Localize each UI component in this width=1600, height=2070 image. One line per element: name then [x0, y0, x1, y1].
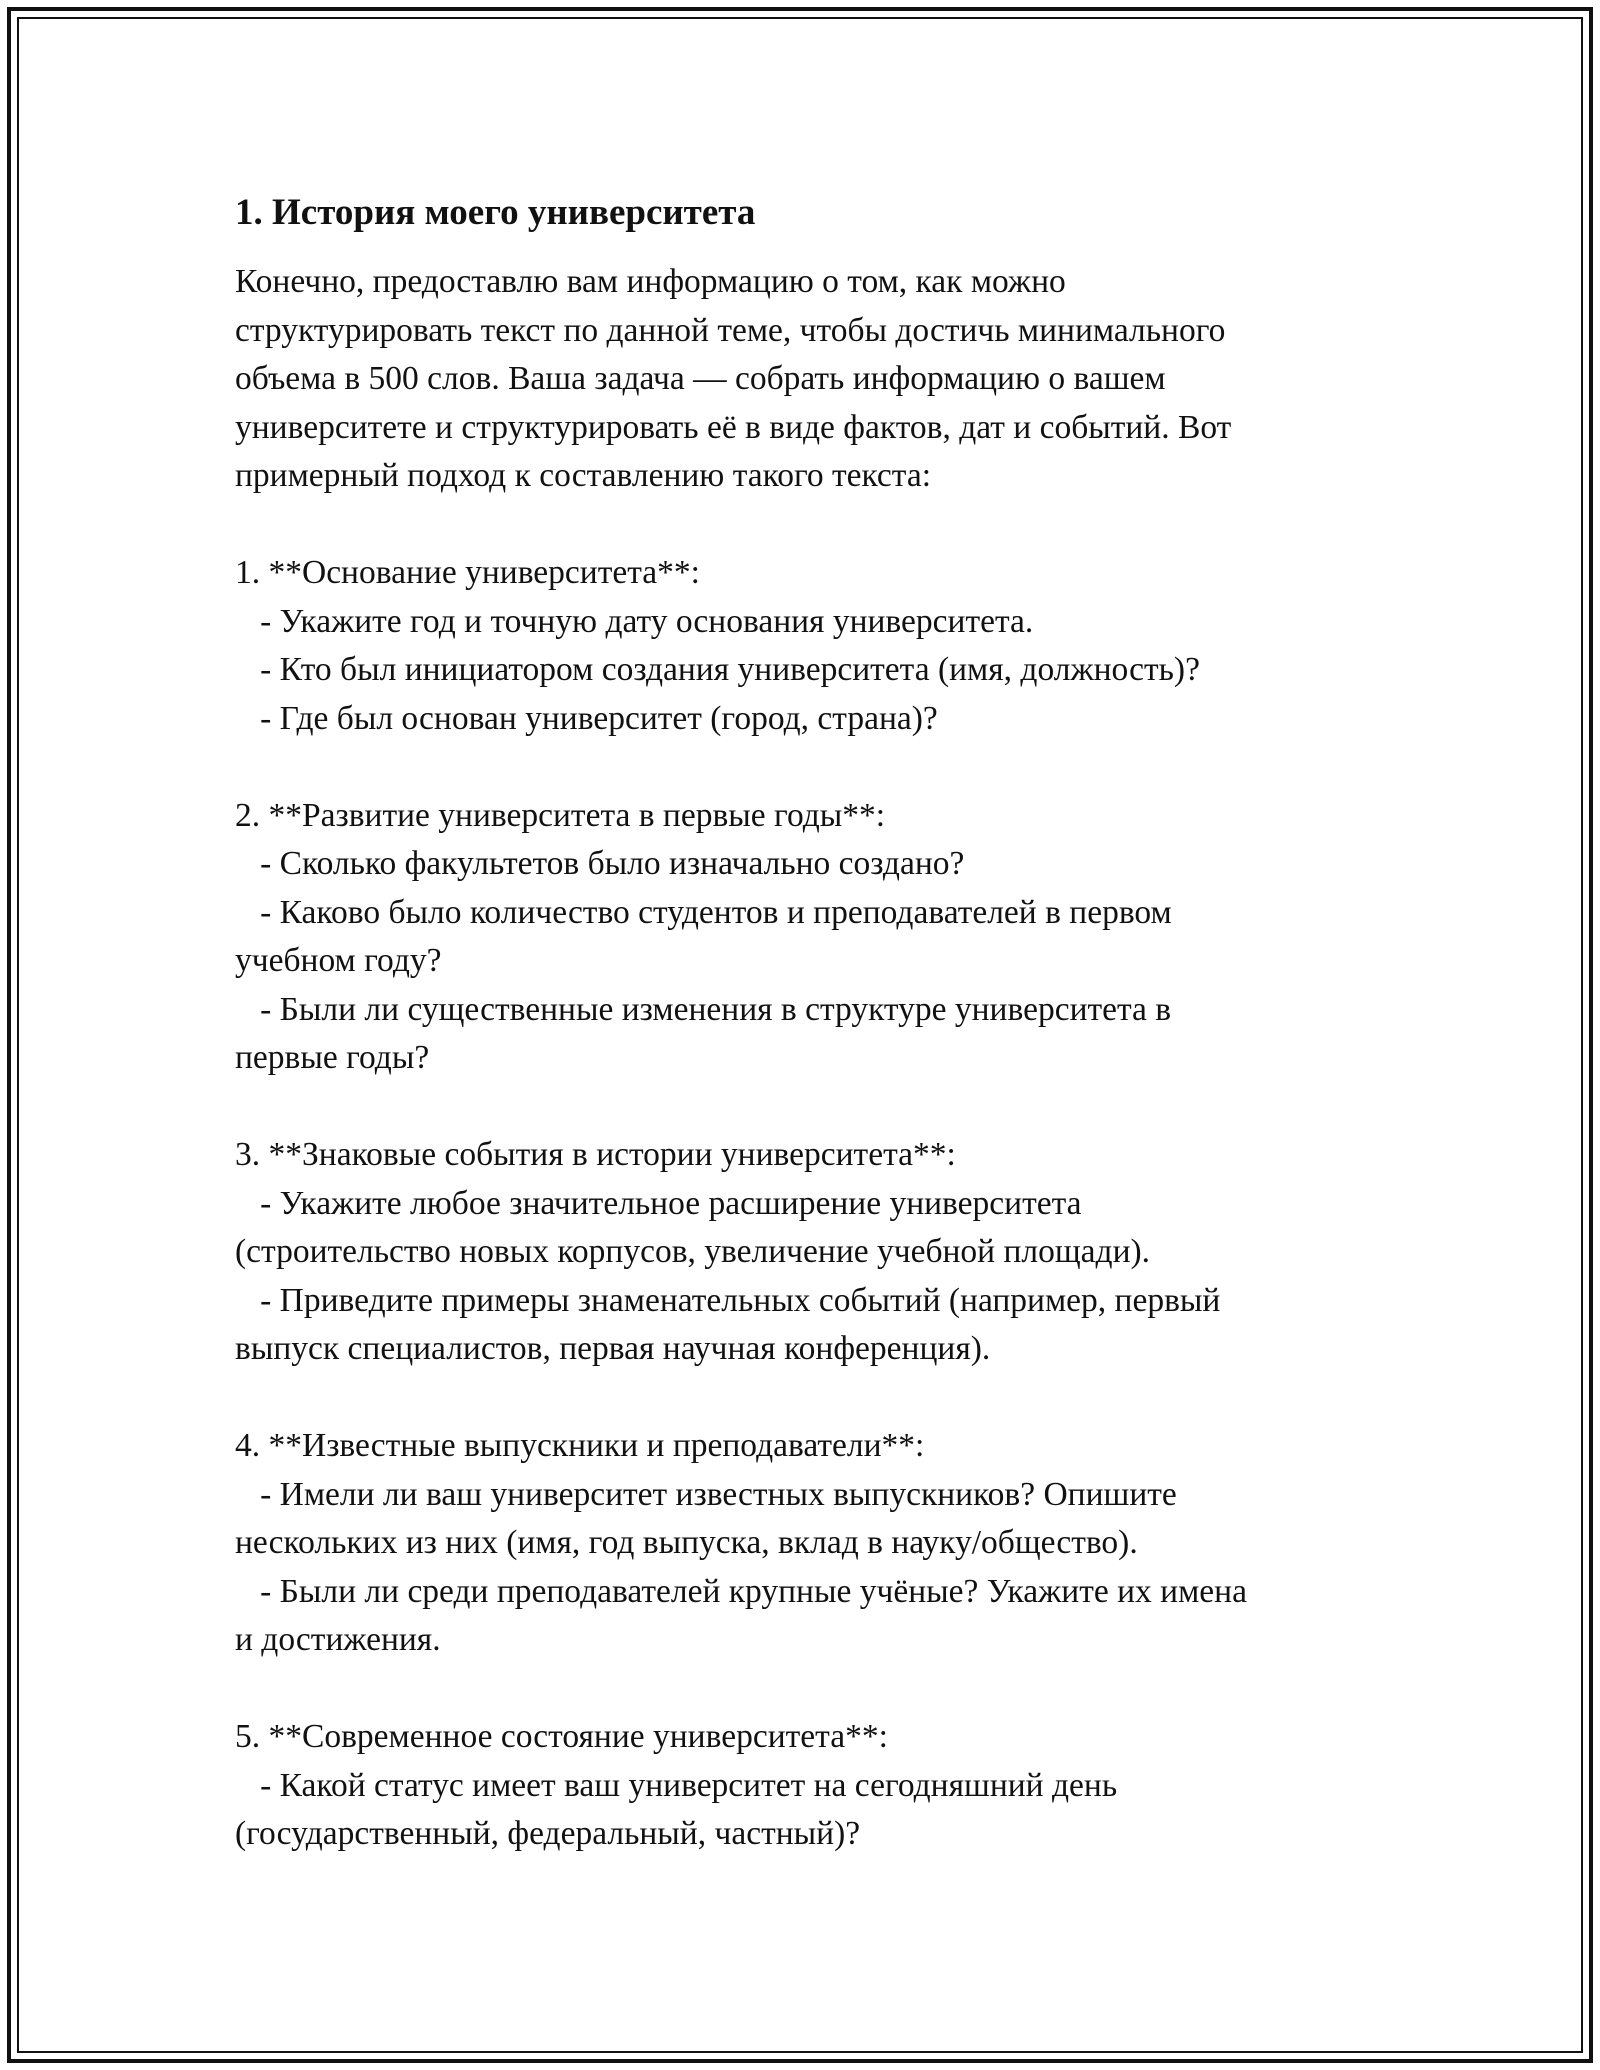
- intro-paragraph: [235, 258, 1375, 501]
- section-line: - Каково было количество студентов и преподавателей в первом: [235, 893, 1172, 931]
- section-line: и достижения.: [235, 1621, 441, 1658]
- document-heading: 1. История моего университета: [235, 192, 756, 233]
- section-founding: [235, 549, 1375, 743]
- section-line: (строительство новых корпусов, увеличение учебной площади).: [235, 1233, 1151, 1270]
- section-title: 2. **Развитие университета в первые годы**:: [235, 796, 886, 834]
- section-line: учебном году?: [235, 942, 442, 979]
- section-early-development: [235, 792, 1375, 1083]
- section-line: - Сколько факультетов было изначально создано?: [235, 845, 965, 882]
- section-line: - Были ли существенные изменения в структуре университета в: [235, 990, 1172, 1028]
- section-line: - Укажите год и точную дату основания университета.: [235, 602, 1034, 640]
- section-line: (государственный, федеральный, частный)?: [235, 1815, 861, 1852]
- section-line: - Были ли среди преподавателей крупные учёные? Укажите их имена: [235, 1572, 1247, 1610]
- spacer: [235, 743, 1375, 792]
- intro-line: примерный подход к составлению такого текста:: [235, 457, 932, 494]
- spacer: [235, 1665, 1375, 1714]
- section-line: первые годы?: [235, 1039, 430, 1076]
- spacer: [235, 1374, 1375, 1423]
- intro-line: университете и структурировать её в виде фактов, дат и событий. Вот: [235, 408, 1232, 446]
- document-body: [235, 185, 1375, 1859]
- section-line: - Кто был инициатором создания университета (имя, должность)?: [235, 651, 1200, 688]
- section-title: 5. **Современное состояние университета**:: [235, 1718, 888, 1755]
- section-line: нескольких из них (имя, год выпуска, вклад в науку/общество).: [235, 1524, 1138, 1561]
- section-title: 1. **Основание университета**:: [235, 554, 700, 591]
- section-line: - Где был основан университет (город, страна)?: [235, 699, 938, 737]
- intro-line: структурировать текст по данной теме, чтобы достичь минимального: [235, 311, 1226, 349]
- section-title: 3. **Знаковые события в истории университета**:: [235, 1136, 956, 1173]
- spacer: [235, 501, 1375, 550]
- section-line: - Укажите любое значительное расширение университета: [235, 1184, 1082, 1222]
- section-title: 4. **Известные выпускники и преподаватели**:: [235, 1427, 925, 1464]
- section-line: - Какой статус имеет ваш университет на сегодняшний день: [235, 1766, 1118, 1804]
- spacer: [235, 1083, 1375, 1132]
- section-line: выпуск специалистов, первая научная конференция).: [235, 1330, 991, 1367]
- section-alumni-faculty: [235, 1422, 1375, 1665]
- section-line: - Приведите примеры знаменательных событий (например, первый: [235, 1281, 1221, 1319]
- intro-line: объема в 500 слов. Ваша задача — собрать информацию о вашем: [235, 360, 1166, 397]
- section-line: - Имели ли ваш университет известных выпускников? Опишите: [235, 1475, 1177, 1513]
- section-current-state: [235, 1713, 1375, 1859]
- section-milestones: [235, 1131, 1375, 1374]
- intro-line: Конечно, предоставлю вам информацию о том, как можно: [235, 263, 1066, 300]
